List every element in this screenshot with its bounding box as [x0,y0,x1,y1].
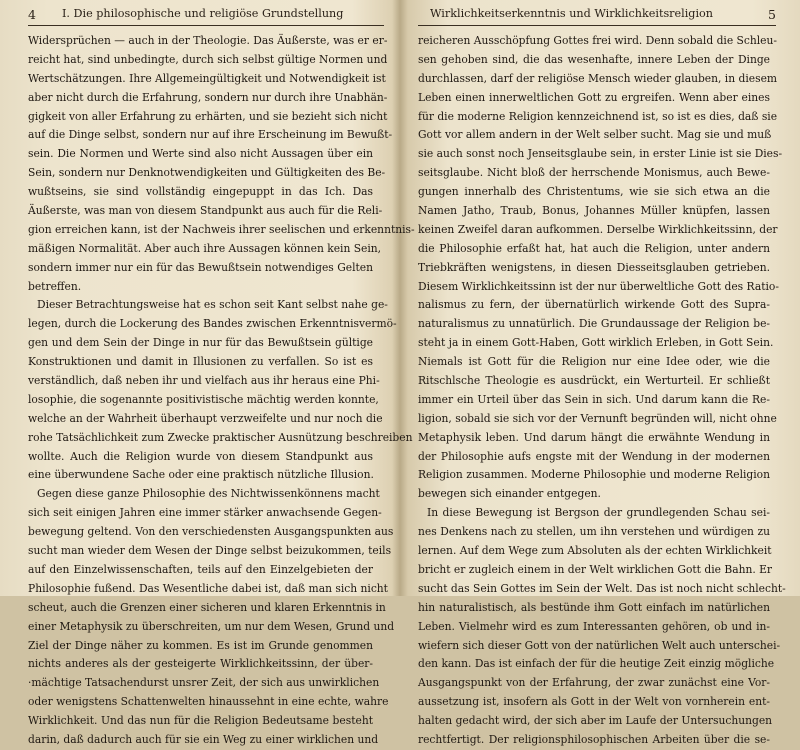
text-line: gungen innerhalb des Christentums, wie sie sich etwa an die [418,185,770,199]
text-line: einer Metaphysik zu überschreiten, um nur dem Wesen, Grund und [28,619,395,633]
left-page-number: 4 [28,7,36,22]
text-line: darin, daß dadurch auch für sie ein Weg zu einer wirklichen und [28,732,379,746]
right-running-head: Wirklichkeitserkenntnis und Wirklichkeitsreligion [430,7,713,20]
text-line: Metaphysik leben. Und darum hängt die erwähnte Wendung in [418,430,770,444]
text-line: Gott vor allem andern in der Welt selber sucht. Mag sie und muß [418,128,772,142]
text-line: sein. Die Normen und Werte sind also nicht Aussagen über ein [28,147,373,161]
text-line: Leben einen innerweltlichen Gott zu ergreifen. Wenn aber eines [418,90,770,104]
text-line: bewegen sich einander entgegen. [418,487,601,501]
text-line: der Philosophie aufs engste mit der Wendung in der modernen [418,449,770,463]
text-line: Äußerste, was man von diesem Standpunkt aus auch für die Reli- [28,204,383,218]
text-line: aussetzung ist, insofern als Gott in der Welt von vornherein ent- [418,695,770,709]
text-line: gion erreichen kann, ist der Nachweis ihrer seelischen und erkenntnis- [28,222,415,236]
text-line: Sein, sondern nur Denknotwendigkeiten und Gültigkeiten des Be- [28,166,386,180]
text-line: rohe Tatsächlichkeit zum Zwecke praktischer Ausnützung beschreiben [28,430,413,444]
text-line: immer ein Urteil über das Sein in sich. Und darum kann die Re- [418,392,770,406]
text-line: Namen Jatho, Traub, Bonus, Johannes Müller knüpfen, lassen [418,204,770,218]
text-line: sucht das Sein Gottes im Sein der Welt. Das ist noch nicht schlecht- [418,581,786,595]
text-line: Widersprüchen — auch in der Theologie. Das Äußerste, was er er- [28,34,388,47]
text-line: reicht hat, sind unbedingte, durch sich selbst gültige Normen und [28,52,388,66]
text-line: bricht er zugleich einem in der Welt wirklichen Gott die Bahn. Er [418,562,773,576]
text-line: wollte. Auch die Religion wurde von diesem Standpunkt aus [28,449,373,463]
text-line: sen gehoben sind, die das wesenhafte, innere Leben der Dinge [418,52,770,66]
text-line: steht ja in einem Gott-Haben, Gott wirklich Erleben, in Gott Sein. [418,336,774,350]
right-page-number: 5 [768,7,776,22]
text-line: naturalismus zu unnatürlich. Die Grundaussage der Religion be- [418,317,770,331]
right-page [402,0,800,746]
text-line: Ausgangspunkt von der Erfahrung, der zwar zunächst eine Vor- [418,676,770,690]
text-line: gen und dem Sein der Dinge in nur für das Bewußtsein gültige [28,336,373,350]
text-line: betreffen. [28,279,82,293]
text-line: aber nicht durch die Erfahrung, sondern nur durch ihre Unabhän- [28,90,388,104]
text-line: oder wenigstens Schattenwelten hinaussehnt in eine echte, wahre [28,695,389,709]
text-line: Philosophie fußend. Das Wesentliche dabei ist, daß man sich nicht [28,581,388,595]
text-line: ·mächtige Tatsachendurst unsrer Zeit, der sich aus unwirklichen [28,676,380,690]
left-running-head: I. Die philosophische und religiöse Grundstellung [62,7,344,20]
header-rule [28,25,384,26]
text-line: Konstruktionen und damit in Illusionen zu verfallen. So ist es [28,355,373,369]
text-line: bewegung geltend. Von den verschiedensten Ausgangspunkten aus [28,525,394,539]
text-line: rechtfertigt. Der religionsphilosophischen Arbeiten über die se- [418,732,770,746]
text-line: eine überwundene Sache oder eine praktisch nützliche Illusion. [28,468,374,482]
text-line: halten gedacht wird, der sich aber im Laufe der Untersuchungen [418,714,773,728]
text-line: Ziel der Dinge näher zu kommen. Es ist im Grunde genommen [28,638,373,652]
left-page-body [28,32,415,750]
text-line: legen, durch die Lockerung des Bandes zwischen Erkenntnisvermö- [28,317,397,331]
text-line: losophie, die sogenannte positivistische mächtig werden konnte, [28,392,379,406]
text-line: seitsglaube. Nicht bloß der herrschende Monismus, auch Bewe- [418,166,770,180]
text-line: sucht man wieder dem Wesen der Dinge selbst beizukommen, teils [28,544,392,558]
text-line: reicheren Ausschöpfung Gottes frei wird. Denn sobald die Schleu- [418,34,777,47]
text-line: lernen. Auf dem Wege zum Absoluten als der echten Wirklichkeit [418,544,772,558]
text-line: Ritschlsche Theologie es ausdrückt, ein Werturteil. Er schließt [418,374,770,388]
text-line: Dieser Betrachtungsweise hat es schon seit Kant selbst nahe ge- [37,298,388,312]
text-line: mäßigen Normalität. Aber auch ihre Aussagen können kein Sein, [28,241,382,255]
left-page-header [28,5,384,25]
text-line: wiefern sich dieser Gott von der natürlichen Welt auch unterschei- [418,638,781,652]
text-line: verständlich, daß neben ihr und vielfach aus ihr heraus eine Phi- [28,374,380,388]
text-line: sich seit einigen Jahren eine immer stärker anwachsende Gegen- [28,506,382,520]
text-line: In diese Bewegung ist Bergson der grundlegenden Schau sei- [427,506,770,520]
text-line: nichts anderes als der gesteigerte Wirklichkeitssinn, der über- [28,657,373,671]
text-line: Religion zusammen. Moderne Philosophie und moderne Religion [418,468,770,482]
text-line: sie auch sonst noch Jenseitsglaube sein, in erster Linie ist sie Dies- [418,147,783,161]
text-line: Gegen diese ganze Philosophie des Nichtwissenkönnens macht [37,487,380,501]
text-line: Diesem Wirklichkeitssinn ist der nur überweltliche Gott des Ratio- [418,279,779,293]
text-line: wußtseins, sie sind vollständig eingepuppt in das Ich. Das [28,185,373,199]
text-line: Wirklichkeit. Und das nun für die Religion Bedeutsame besteht [28,714,373,728]
text-line: gigkeit von aller Erfahrung zu erhärten, und sie bezieht sich nicht [28,109,388,123]
header-rule [418,25,776,26]
text-line: durchlassen, darf der religiöse Mensch wieder glauben, in diesem [418,71,778,85]
text-line: Leben. Vielmehr wird es zum Interessanten gehören, ob und in- [418,619,770,633]
text-line: nes Denkens nach zu stellen, um ihn verstehen und würdigen zu [418,525,770,539]
text-line: keinen Zweifel daran aufkommen. Derselbe Wirklichkeitssinn, der [418,222,778,236]
right-page-body [418,32,786,750]
text-line: Wertschätzungen. Ihre Allgemeingültigkeit und Notwendigkeit ist [28,71,386,85]
text-line: welche an der Wahrheit überhaupt verzweifelte und nur noch die [28,411,383,425]
text-line: Niemals ist Gott für die Religion nur eine Idee oder, wie die [418,355,770,369]
text-line: für die moderne Religion kennzeichnend ist, so ist es dies, daß sie [418,109,778,123]
text-line: Triebkräften wenigstens, in diesen Diesseitsglauben getrieben. [418,260,770,274]
right-page-header [418,5,776,25]
text-line: scheut, auch die Grenzen einer sicheren und klaren Erkenntnis in [28,600,386,614]
text-line: auf den Einzelwissenschaften, teils auf den Einzelgebieten der [28,562,373,576]
text-line: den kann. Das ist einfach der für die heutige Zeit einzig mögliche [418,657,775,671]
text-line: sondern immer nur ein für das Bewußtsein notwendiges Gelten [28,260,373,274]
text-line: ligion, sobald sie sich vor der Vernunft begründen will, nicht ohne [418,411,777,425]
text-line: nalismus zu fern, der übernatürlich wirkende Gott des Supra- [418,298,770,312]
text-line: hin naturalistisch, als bestünde ihm Gott einfach im natürlichen [418,600,770,614]
text-line: auf die Dinge selbst, sondern nur auf ihre Erscheinung im Bewußt- [28,128,393,142]
text-line: die Philosophie erfaßt hat, hat auch die Religion, unter andern [418,241,770,255]
